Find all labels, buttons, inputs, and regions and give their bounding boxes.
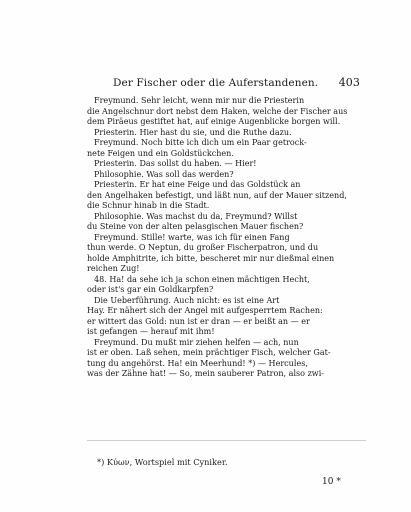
text-line: den Angelhaken befestigt, und läßt nun, auf der Mauer sitzend, (87, 190, 347, 200)
footnote-divider (87, 440, 366, 441)
text-line: thun werde. O Neptun, du großer Fischerpatron, und du (87, 243, 319, 252)
text-line: Freymund. Stille! warte, was ich für einen Fang (94, 232, 290, 242)
text-line: Freymund. Du mußt mir ziehen helfen — ach, nun (94, 337, 299, 347)
text-line: Freymund. Noch bitte ich dich um ein Paar getrock- (94, 138, 307, 147)
text-line: Hay. Er nähert sich der Angel mit aufgesperrtem Rachen: (87, 306, 323, 315)
printer-signature: 10 * (322, 477, 341, 487)
body-text (87, 96, 366, 380)
text-line: was der Zähne hat! — So, mein sauberer Patron, also zwi- (87, 369, 324, 378)
text-line: tung du angehörst. Ha! ein Meerhund! *) — Hercules, (87, 358, 308, 368)
text-line: du Steine von der alten pelasgischen Mauer fischen? (87, 222, 304, 231)
running-header (95, 76, 360, 90)
text-line: dem Piräeus gestiftet hat, auf einige Augenblicke borgen will. (87, 117, 341, 126)
text-line: nete Feigen und ein Goldstückchen. (87, 148, 234, 158)
text-line: er wittert das Gold: nun ist er dran — er beißt an — er (87, 316, 310, 326)
text-line: Priesterin. Hier hast du sie, und die Ruthe dazu. (94, 127, 292, 137)
text-line: holde Amphitrite, ich bitte, bescheret mir nur dießmal einen (87, 253, 335, 263)
text-line: die Schnur hinab in die Stadt. (87, 201, 210, 210)
text-line: 48. Ha! da sehe ich ja schon einen mächtigen Hecht, (94, 274, 310, 284)
text-line: reichen Zug! (87, 264, 140, 273)
page-number: 403 (338, 76, 360, 89)
text-line: Priesterin. Er hat eine Feige und das Goldstück an (94, 180, 301, 189)
text-line: Philosophie. Was machst du da, Freymund? Willst (94, 211, 298, 221)
text-line: Philosophie. Was soll das werden? (94, 169, 234, 179)
text-line: Die Ueberführung. Auch nicht: es ist eine Art (94, 295, 280, 305)
text-line: oder ist's gar ein Goldkarpfen? (87, 285, 214, 294)
text-line: die Angelschnur dort nebst dem Haken, welche der Fischer aus (87, 106, 348, 116)
text-line: Freymund. Sehr leicht, wenn mir nur die Priesterin (94, 96, 305, 105)
text-line: ist gefangen — herauf mit ihm! (87, 327, 215, 336)
text-line: ist er oben. Laß sehen, mein prächtiger Fisch, welcher Gat- (87, 348, 331, 357)
footnote: *) Κύων, Wortspiel mit Cyniker. (97, 457, 228, 467)
running-title: Der Fischer oder die Auferstandenen. (113, 77, 319, 89)
text-line: Priesterin. Das sollst du haben. — Hier! (94, 159, 257, 168)
